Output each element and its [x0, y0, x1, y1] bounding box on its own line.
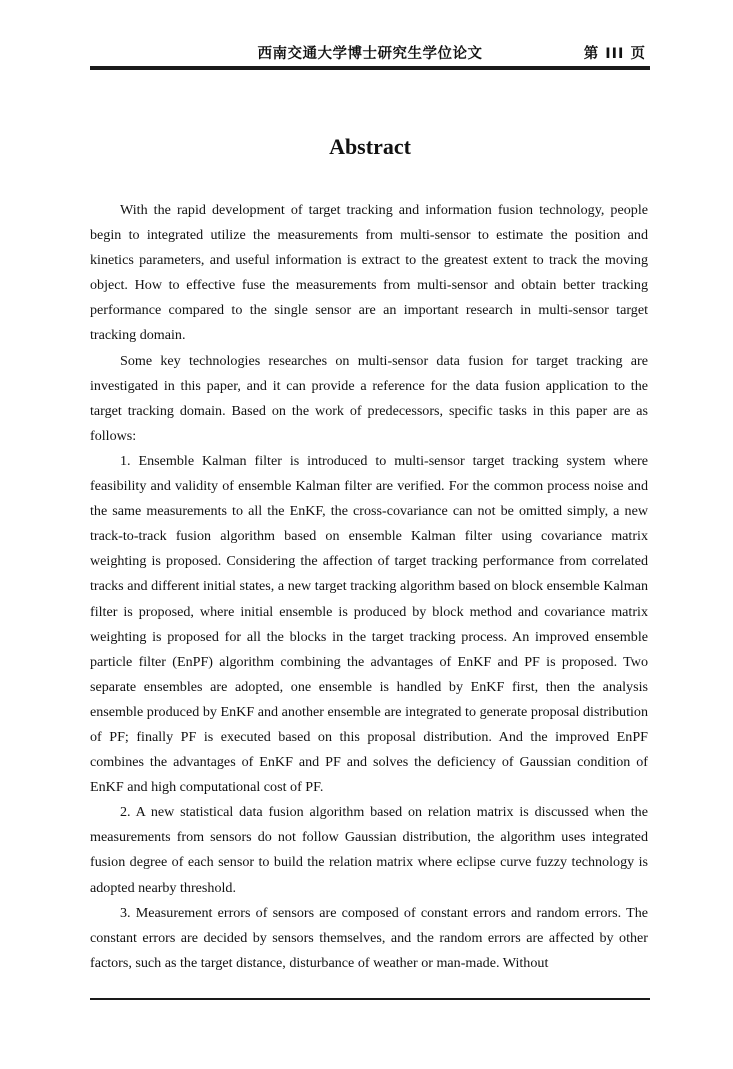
- page-header: [90, 40, 650, 64]
- paragraph: 2. A new statistical data fusion algorithm based on relation matrix is discussed when the measurements from sensors do not follow Gaussian distribution, the algorithm uses integrated fusion degree of each sensor to build the relation matrix where eclipse curve fuzzy technology is adopted nearby threshold.: [90, 804, 648, 896]
- paragraph: 1. Ensemble Kalman filter is introduced to multi-sensor target tracking system where feasibility and validity of ensemble Kalman filter are verified. For the common process noise and the same measurements to all the EnKF, the cross-covariance can not be omitted simply, a new track-to-track fusion algorithm based on ensemble Kalman filter using covariance matrix weighting is proposed. Considering the affection of target tracking performance from correlated tracks and different initial states, a new target tracking algorithm based on block ensemble Kalman filter is proposed, where initial ensemble is produced by block method and covariance matrix weighting is proposed for all the blocks in the target tracking process. An improved ensemble particle filter (EnPF) algorithm combining the advantages of EnKF and PF is proposed. Two separate ensembles are adopted, one ensemble is handled by EnKF first, then the analysis ensemble produced by EnKF and another ensemble are integrated to generate proposal distribution of PF; finally PF is executed based on this proposal distribution. And the improved EnPF combines the advantages of EnKF and PF and solves the deficiency of Gaussian condition of EnKF and high computational cost of PF.: [90, 452, 648, 796]
- header-rule: [90, 66, 650, 70]
- page-number: 第 III 页: [583, 46, 646, 62]
- footer-rule: [90, 998, 650, 1000]
- header-title: 西南交通大学博士研究生学位论文: [257, 46, 483, 62]
- paragraph: Some key technologies researches on multi-sensor data fusion for target tracking are investigated in this paper, and it can provide a reference for the data fusion application to the target tracking domain. Based on the work of predecessors, specific tasks in this paper are as follows:: [90, 352, 648, 444]
- abstract-body: [90, 198, 648, 976]
- abstract-title: Abstract: [329, 134, 411, 159]
- paragraph: With the rapid development of target tracking and information fusion technology, people begin to integrated utilize the measurements from multi-sensor to estimate the position and kinetics parameters, and useful information is extract to the greatest extent to track the moving object. How to effective fuse the measurements from multi-sensor and obtain better tracking performance compared to the single sensor are an important research in multi-sensor target tracking domain.: [90, 202, 648, 344]
- paragraph: 3. Measurement errors of sensors are composed of constant errors and random errors. The constant errors are decided by sensors themselves, and the random errors are affected by other factors, such as the target distance, disturbance of weather or man-made. Without: [90, 904, 648, 971]
